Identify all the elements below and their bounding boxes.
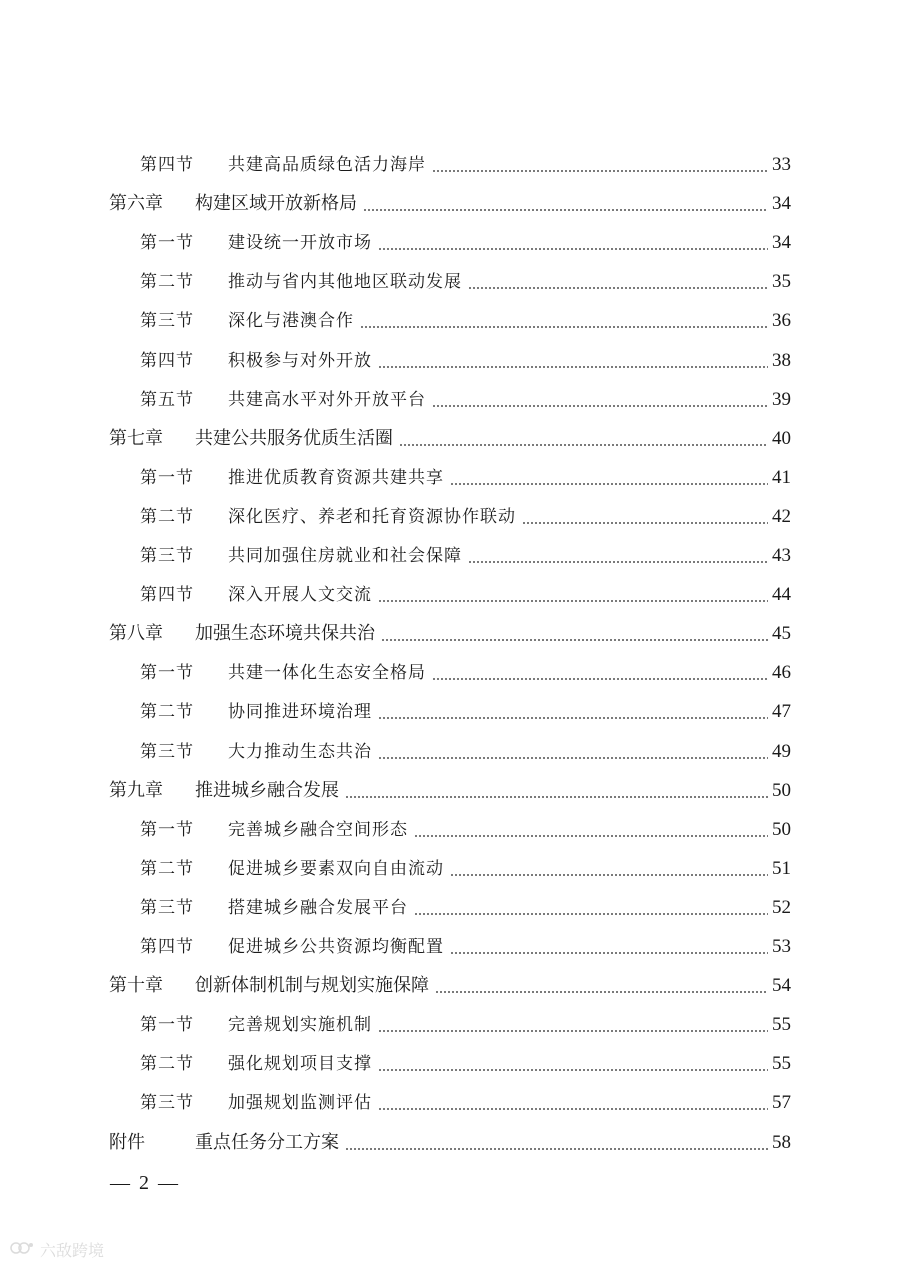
toc-entry-number: 第四节: [140, 937, 194, 957]
toc-entry-page: 36: [772, 310, 791, 332]
toc-entry-heading: [0, 624, 375, 644]
toc-entry-number: 第九章: [109, 779, 163, 801]
watermark-text: 六敌跨境: [40, 1241, 105, 1260]
toc-entry-heading: [0, 859, 444, 879]
toc-entry-heading: [0, 233, 372, 253]
toc-entry-page: 51: [772, 857, 791, 879]
toc-section-row[interactable]: [0, 653, 900, 683]
toc-entry-title: 创新体制机制与规划实施保障: [195, 975, 429, 997]
toc-entry-page: 41: [772, 466, 791, 488]
toc-entry-heading: [0, 194, 357, 214]
toc-dot-leader: [378, 248, 768, 250]
toc-section-row[interactable]: [0, 536, 900, 566]
toc-dot-leader: [360, 326, 768, 328]
toc-dot-leader: [378, 600, 768, 602]
toc-entry-number: 第二节: [140, 506, 194, 527]
toc-chapter-row[interactable]: [0, 419, 900, 449]
toc-entry-heading: [0, 468, 444, 488]
toc-entry-heading: [0, 390, 426, 410]
toc-dot-leader: [450, 874, 768, 876]
toc-entry-page: 58: [772, 1131, 791, 1153]
toc-entry-number: 第十章: [109, 975, 163, 997]
toc-section-row[interactable]: [0, 458, 900, 488]
toc-entry-heading: [0, 742, 372, 762]
toc-entry-number: 第四节: [140, 155, 194, 175]
toc-entry-number: 第三节: [140, 1093, 194, 1114]
toc-entry-number: 附件: [109, 1131, 145, 1153]
toc-entry-title: 大力推动生态共治: [228, 741, 372, 762]
toc-entry-title: 共同加强住房就业和社会保障: [228, 546, 462, 566]
toc-entry-heading: [0, 272, 462, 292]
toc-entry-title: 完善规划实施机制: [228, 1015, 372, 1036]
toc-entry-title: 共建高品质绿色活力海岸: [228, 155, 426, 175]
toc-entry-heading: [0, 1093, 372, 1113]
toc-chapter-row[interactable]: [0, 614, 900, 644]
toc-dot-leader: [378, 366, 768, 368]
toc-section-row[interactable]: [0, 732, 900, 762]
toc-chapter-row[interactable]: [0, 184, 900, 214]
toc-entry-heading: [0, 976, 429, 996]
toc-entry-page: 35: [772, 271, 791, 293]
toc-entry-page: 45: [772, 623, 791, 645]
toc-chapter-row[interactable]: [0, 1123, 900, 1153]
toc-section-row[interactable]: [0, 927, 900, 957]
toc-entry-title: 推进优质教育资源共建共享: [228, 467, 444, 488]
toc-entry-page: 52: [772, 896, 791, 918]
toc-section-row[interactable]: [0, 575, 900, 605]
toc-dot-leader: [432, 678, 768, 680]
toc-entry-number: 第三节: [140, 311, 194, 332]
page-number: — 2 —: [110, 1172, 180, 1194]
toc-entry-title: 积极参与对外开放: [228, 350, 372, 371]
toc-entry-title: 深入开展人文交流: [228, 585, 372, 606]
toc-entry-title: 协同推进环境治理: [228, 702, 372, 723]
toc-dot-leader: [435, 991, 768, 993]
toc-entry-title: 加强生态环境共保共治: [195, 623, 375, 645]
toc-entry-page: 46: [772, 662, 791, 684]
toc-entry-page: 53: [772, 936, 791, 957]
toc-entry-page: 47: [772, 701, 791, 723]
toc-entry-page: 42: [772, 505, 791, 527]
toc-entry-page: 40: [772, 427, 791, 449]
toc-dot-leader: [450, 483, 768, 485]
toc-entry-number: 第四节: [140, 585, 194, 606]
toc-dot-leader: [378, 757, 768, 759]
toc-entry-heading: [0, 311, 354, 331]
toc-entry-title: 促进城乡公共资源均衡配置: [228, 937, 444, 957]
toc-section-row[interactable]: [0, 301, 900, 331]
toc-entry-page: 50: [772, 779, 791, 801]
toc-dot-leader: [345, 796, 768, 798]
toc-entry-heading: [0, 663, 426, 683]
toc-entry-title: 搭建城乡融合发展平台: [228, 897, 408, 918]
toc-entry-page: 34: [772, 232, 791, 254]
toc-entry-heading: [0, 820, 408, 840]
toc-entry-title: 完善城乡融合空间形态: [228, 819, 408, 840]
toc-section-row[interactable]: [0, 1083, 900, 1113]
toc-section-row[interactable]: [0, 692, 900, 722]
toc-entry-heading: [0, 351, 372, 371]
toc-entry-page: 54: [772, 975, 791, 997]
toc-section-row[interactable]: [0, 145, 900, 175]
toc-entry-number: 第一节: [140, 1015, 194, 1036]
toc-section-row[interactable]: [0, 1005, 900, 1035]
toc-entry-page: 55: [772, 1014, 791, 1036]
toc-chapter-row[interactable]: [0, 966, 900, 996]
toc-entry-title: 重点任务分工方案: [195, 1131, 339, 1153]
toc-entry-number: 第七章: [109, 427, 163, 449]
toc-section-row[interactable]: [0, 810, 900, 840]
toc-dot-leader: [432, 405, 768, 407]
toc-entry-page: 33: [772, 154, 791, 175]
toc-entry-title: 共建高水平对外开放平台: [228, 389, 426, 410]
toc-entry-title: 共建一体化生态安全格局: [228, 663, 426, 684]
toc-dot-leader: [363, 209, 768, 211]
toc-entry-page: 39: [772, 388, 791, 410]
toc-dot-leader: [378, 717, 768, 719]
toc-entry-number: 第三节: [140, 897, 194, 918]
toc-entry-heading: [0, 781, 339, 801]
toc-entry-page: 43: [772, 545, 791, 566]
toc-entry-title: 加强规划监测评估: [228, 1093, 372, 1114]
toc-entry-page: 38: [772, 349, 791, 371]
toc-entry-number: 第一节: [140, 819, 194, 840]
toc-entry-heading: [0, 1133, 339, 1153]
toc-entry-title: 共建公共服务优质生活圈: [195, 427, 393, 449]
toc-entry-heading: [0, 1015, 372, 1035]
toc-entry-heading: [0, 702, 372, 722]
toc-dot-leader: [468, 561, 768, 563]
toc-dot-leader: [378, 1030, 768, 1032]
toc-entry-heading: [0, 546, 462, 566]
toc-dot-leader: [414, 835, 768, 837]
toc-dot-leader: [345, 1148, 768, 1150]
toc-dot-leader: [522, 522, 768, 524]
toc-entry-number: 第二节: [140, 858, 194, 879]
toc-entry-heading: [0, 898, 408, 918]
toc-entry-number: 第二节: [140, 1054, 194, 1075]
toc-entry-number: 第一节: [140, 663, 194, 684]
toc-section-row[interactable]: [0, 888, 900, 918]
toc-entry-page: 44: [772, 584, 791, 606]
toc-entry-number: 第三节: [140, 546, 194, 566]
toc-dot-leader: [399, 444, 768, 446]
toc-dot-leader: [414, 913, 768, 915]
toc-dot-leader: [450, 952, 768, 954]
toc-entry-number: 第一节: [140, 467, 194, 488]
toc-entry-title: 推动与省内其他地区联动发展: [228, 272, 462, 293]
toc-dot-leader: [378, 1108, 768, 1110]
toc-section-row[interactable]: [0, 849, 900, 879]
toc-section-row[interactable]: [0, 341, 900, 371]
toc-entry-title: 强化规划项目支撑: [228, 1054, 372, 1075]
toc-entry-title: 构建区域开放新格局: [195, 193, 357, 215]
toc-entry-number: 第五节: [140, 389, 194, 410]
toc-entry-number: 第八章: [109, 623, 163, 645]
toc-entry-number: 第四节: [140, 350, 194, 371]
toc-entry-heading: [0, 155, 426, 175]
toc-entry-number: 第二节: [140, 272, 194, 293]
toc-dot-leader: [381, 639, 768, 641]
toc-entry-page: 49: [772, 740, 791, 762]
watermark-logo-icon: [10, 1239, 36, 1261]
toc-entry-number: 第六章: [109, 193, 163, 215]
toc-section-row[interactable]: [0, 223, 900, 253]
toc-entry-number: 第二节: [140, 702, 194, 723]
toc-entry-heading: [0, 1054, 372, 1074]
toc-entry-page: 55: [772, 1053, 791, 1075]
toc-chapter-row[interactable]: [0, 771, 900, 801]
toc-entry-heading: [0, 937, 444, 957]
toc-dot-leader: [468, 287, 768, 289]
toc-section-row[interactable]: [0, 380, 900, 410]
toc-entry-number: 第一节: [140, 233, 194, 254]
toc-entry-heading: [0, 429, 393, 449]
toc-entry-title: 推进城乡融合发展: [195, 779, 339, 801]
toc-dot-leader: [432, 170, 768, 172]
toc-section-row[interactable]: [0, 497, 900, 527]
toc-entry-heading: [0, 507, 516, 527]
toc-entry-page: 57: [772, 1092, 791, 1114]
toc-entry-heading: [0, 585, 372, 605]
toc-entry-title: 促进城乡要素双向自由流动: [228, 858, 444, 879]
toc-entry-number: 第三节: [140, 741, 194, 762]
toc-entry-page: 50: [772, 818, 791, 840]
watermark: [10, 1238, 104, 1261]
toc-section-row[interactable]: [0, 1044, 900, 1074]
toc-section-row[interactable]: [0, 262, 900, 292]
toc-dot-leader: [378, 1069, 768, 1071]
toc-entry-page: 34: [772, 193, 791, 215]
toc-entry-title: 深化与港澳合作: [228, 311, 354, 332]
toc-entry-title: 深化医疗、养老和托育资源协作联动: [228, 506, 516, 527]
toc-entry-title: 建设统一开放市场: [228, 233, 372, 254]
